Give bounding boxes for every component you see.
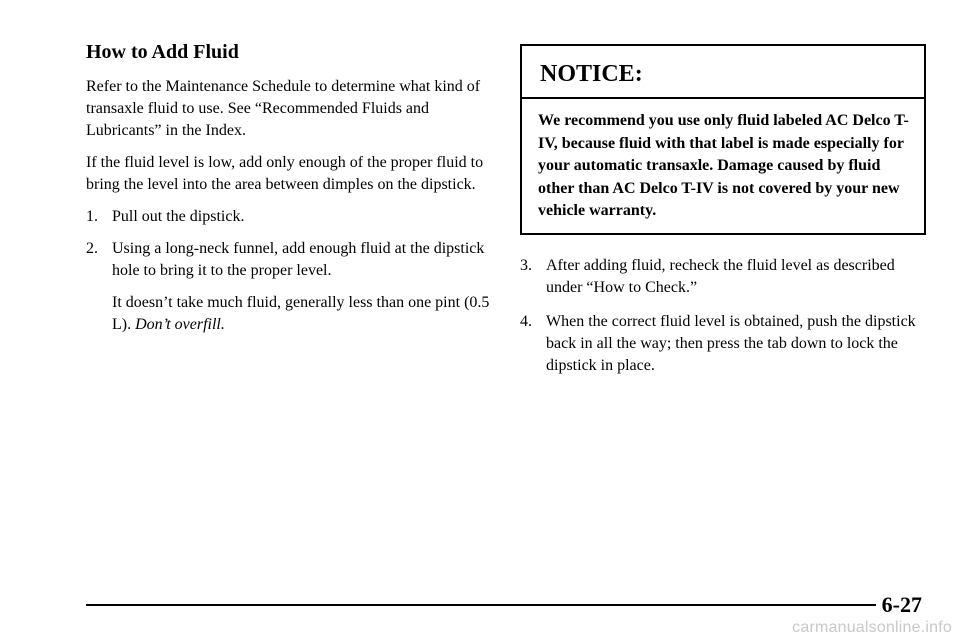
step-3 — [520, 255, 932, 299]
right-column — [520, 44, 932, 389]
step-number: 3. — [520, 256, 532, 274]
step-2 — [86, 238, 491, 282]
footer-rule — [86, 604, 876, 606]
step-text: After adding fluid, recheck the fluid level as described under “How to Check.” — [546, 256, 895, 296]
step-number: 2. — [86, 240, 98, 257]
step-2-note-text: It doesn’t take much fluid, generally less than one pint (0.5 L). — [112, 294, 490, 333]
section-title: How to Add Fluid — [86, 41, 239, 63]
notice-box — [520, 44, 926, 235]
intro-paragraph: Refer to the Maintenance Schedule to determine what kind of transaxle fluid to use. See “Recommended Fluids and Lubricants” in the Index. — [86, 78, 481, 139]
left-column — [86, 40, 491, 336]
notice-body: We recommend you use only fluid labeled AC Delco T-IV, because fluid with that label is made especially for your automatic transaxle. Damage caused by fluid other than AC Delco T-IV is not covered by your new vehicle warranty. — [538, 112, 909, 219]
step-text: Pull out the dipstick. — [112, 208, 245, 225]
notice-heading: NOTICE: — [522, 46, 924, 99]
step-number: 4. — [520, 312, 532, 330]
step-number: 1. — [86, 208, 98, 225]
watermark: carmanualsonline.info — [792, 619, 952, 636]
step-text: Using a long-neck funnel, add enough fluid at the dipstick hole to bring it to the proper level. — [112, 240, 485, 279]
step-2-note — [86, 292, 491, 336]
step-4 — [520, 311, 932, 377]
page-number: 6-27 — [881, 592, 922, 617]
step-1 — [86, 206, 491, 228]
fluid-level-paragraph: If the fluid level is low, add only enough of the proper fluid to bring the level into the area between dimples on the dipstick. — [86, 154, 484, 193]
step-text: When the correct fluid level is obtained, push the dipstick back in all the way; then press the tab down to lock the dipstick in place. — [546, 312, 916, 374]
continued-steps — [520, 255, 932, 377]
overfill-warning: Don’t overfill. — [135, 316, 225, 333]
